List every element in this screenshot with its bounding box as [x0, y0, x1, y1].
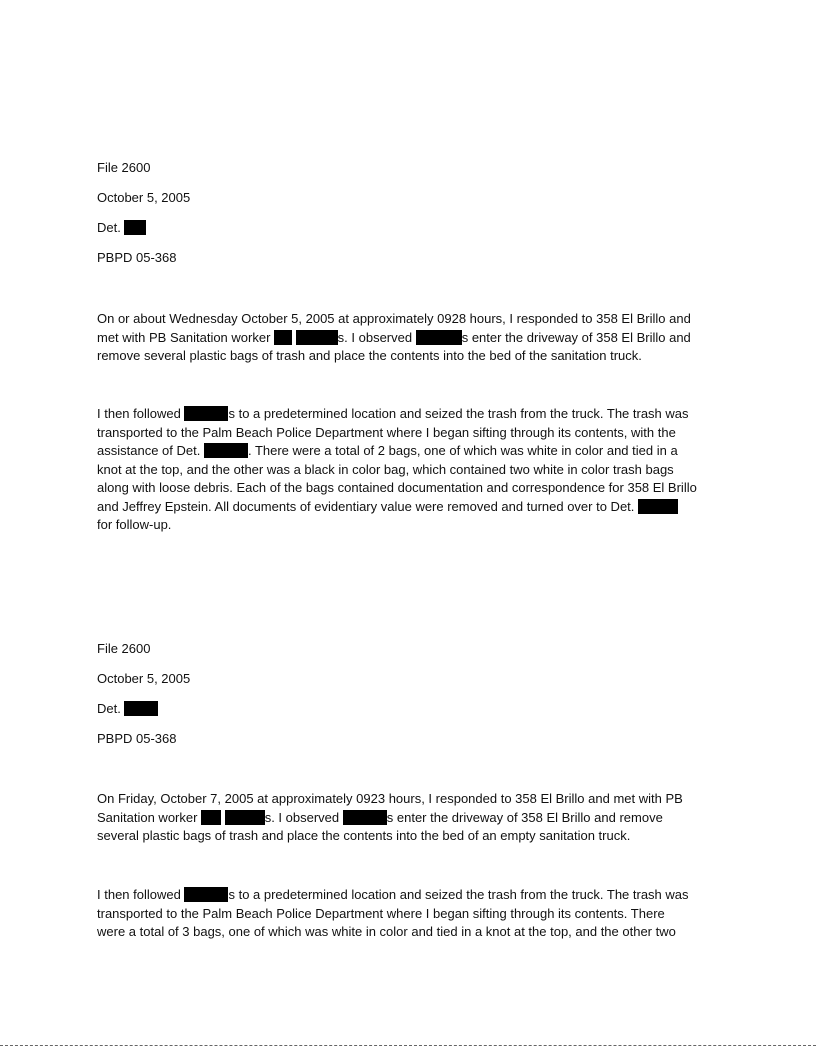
redaction-bar — [201, 810, 221, 825]
text-segment: met with PB Sanitation worker — [97, 329, 271, 345]
detective-label: Det. — [97, 701, 121, 716]
redaction-bar — [184, 406, 228, 421]
file-number: File 2600 — [97, 641, 151, 656]
text-line: knot at the top, and the other was a black in color bag, which contained two white in color trash bags — [97, 461, 674, 477]
text-line — [97, 442, 725, 461]
detective-line — [97, 220, 146, 236]
report-date: October 5, 2005 — [97, 190, 191, 205]
text-line: along with loose debris. Each of the bags contained documentation and correspondence for 358 El Brillo — [97, 480, 697, 495]
text-line — [97, 886, 725, 905]
narrative-paragraph — [97, 886, 725, 942]
file-number: File 2600 — [97, 160, 151, 175]
redaction-bar — [184, 887, 228, 902]
text-line: for follow-up. — [97, 517, 172, 532]
narrative-paragraph — [97, 405, 725, 535]
text-segment: Sanitation worker — [97, 809, 198, 825]
detective-label: Det. — [97, 220, 121, 235]
text-segment: I then followed — [97, 887, 181, 902]
redaction-bar — [204, 443, 248, 458]
text-line: several plastic bags of trash and place the contents into the bed of an empty sanitation truck. — [97, 828, 631, 843]
text-line — [97, 809, 725, 828]
redaction-bar — [416, 330, 462, 345]
redaction-bar — [343, 810, 387, 825]
text-line: remove several plastic bags of trash and place the contents into the bed of the sanitation truck. — [97, 348, 642, 363]
text-segment: s enter the driveway of 358 El Brillo and remove — [386, 809, 663, 825]
text-segment: s to a predetermined location and seized the trash from the truck. The trash was — [228, 406, 689, 421]
detective-line — [97, 701, 158, 717]
case-number: PBPD 05-368 — [97, 731, 177, 746]
redaction-bar — [274, 330, 292, 345]
text-line — [97, 329, 725, 348]
text-segment: assistance of Det. — [97, 443, 201, 458]
text-segment: and Jeffrey Epstein. All documents of evidentiary value were removed and turned over to Det. — [97, 498, 635, 514]
text-line: transported to the Palm Beach Police Department where I began sifting through its contents. There — [97, 905, 665, 921]
text-segment: s. I observed — [337, 329, 413, 345]
redaction-bar — [638, 499, 678, 514]
text-line: On Friday, October 7, 2005 at approximately 0923 hours, I responded to 358 El Brillo and met with PB — [97, 791, 683, 806]
text-segment: s enter the driveway of 358 El Brillo and — [461, 329, 691, 345]
text-segment: I then followed — [97, 406, 181, 421]
redaction-bar — [124, 220, 146, 235]
text-segment: . There were a total of 2 bags, one of which was white in color and tied in a — [247, 443, 678, 458]
page-edge-rule — [0, 1045, 816, 1046]
redaction-bar — [124, 701, 158, 716]
text-segment: s to a predetermined location and seized the trash from the truck. The trash was — [228, 887, 689, 902]
text-line: On or about Wednesday October 5, 2005 at approximately 0928 hours, I responded to 358 El Brillo and — [97, 311, 691, 326]
report-date: October 5, 2005 — [97, 671, 191, 686]
text-line: were a total of 3 bags, one of which was white in color and tied in a knot at the top, and the other two — [97, 924, 676, 939]
text-line: transported to the Palm Beach Police Department where I began sifting through its contents, with the — [97, 424, 676, 440]
case-number: PBPD 05-368 — [97, 250, 177, 265]
redaction-bar — [225, 810, 265, 825]
narrative-paragraph — [97, 790, 725, 846]
narrative-paragraph — [97, 310, 725, 366]
text-line — [97, 498, 725, 517]
redaction-bar — [296, 330, 338, 345]
text-line — [97, 405, 725, 424]
text-segment: s. I observed — [264, 809, 340, 825]
